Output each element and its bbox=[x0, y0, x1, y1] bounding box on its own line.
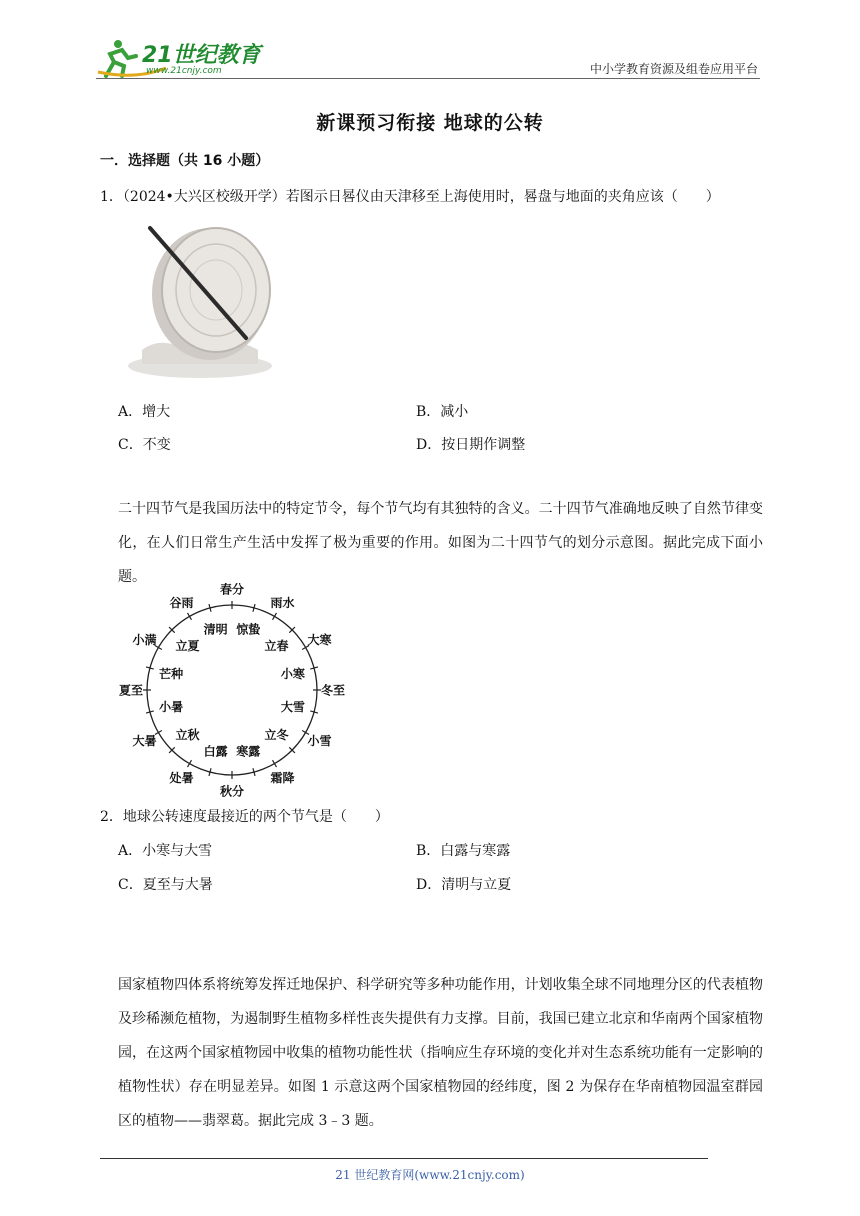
inner-term-label: 小寒 bbox=[280, 667, 305, 682]
header-platform-text: 中小学教育资源及组卷应用平台 bbox=[589, 62, 758, 76]
outer-term-label: 霜降 bbox=[270, 770, 295, 785]
passage-botanical-gardens-text: 国家植物四体系将统筹发挥迁地保护、科学研究等多种功能作用，计划收集全球不同地理分区的代表植物及珍稀濒危植物，为遏制野生植物多样性丧失提供有力支撑。目前，我国已建立北京和华南两个国家植物园，在这两个国家植物园中收集的植物功能性状（指响应生存环境的变化并对生态系统功能有一定影响的植物性状）存在明显差异。如图 1 示意这两个国家植物园的经纬度，图 2 为保存在华南植物园温室群园区的植物——翡翠葛。据此完成 3﹣3 题。 bbox=[118, 977, 763, 1129]
inner-term-label: 白露 bbox=[203, 744, 228, 759]
term-tick bbox=[273, 613, 277, 620]
passage-botanical-gardens bbox=[118, 968, 763, 1138]
term-tick bbox=[273, 760, 277, 767]
q1-option-b: B．减小 bbox=[416, 404, 469, 420]
term-tick bbox=[188, 613, 192, 620]
passage-solar-terms bbox=[118, 492, 763, 594]
question-2-stem: 2．地球公转速度最接近的两个节气是（ ） bbox=[100, 809, 389, 825]
page-title: 新课预习衔接 地球的公转 bbox=[316, 112, 544, 134]
inner-term-label: 寒露 bbox=[236, 744, 261, 759]
inner-term-label: 大雪 bbox=[280, 699, 305, 714]
q1-option-a: A．增大 bbox=[118, 404, 171, 420]
question-1-stem: 1．（2024•大兴区校级开学）若图示日晷仪由天津移至上海使用时，晷盘与地面的夹角应该（ ） bbox=[100, 189, 720, 205]
solar-terms-wheel bbox=[112, 582, 352, 799]
outer-term-label: 春分 bbox=[219, 582, 245, 597]
outer-term-label: 谷雨 bbox=[169, 596, 194, 611]
term-tick bbox=[188, 760, 192, 767]
q2-option-c: C．夏至与大暑 bbox=[118, 877, 213, 893]
solar-terms-diagram bbox=[112, 582, 352, 799]
outer-term-label: 小雪 bbox=[307, 734, 332, 748]
logo-main-text: 21世纪教育 bbox=[142, 43, 261, 68]
header-divider bbox=[96, 78, 760, 79]
q1-option-d: D．按日期作调整 bbox=[416, 437, 526, 453]
logo-sub-text: www.21cnjy.com bbox=[146, 66, 222, 76]
inner-term-label: 立春 bbox=[264, 638, 289, 653]
outer-term-label: 大寒 bbox=[307, 633, 332, 647]
inner-term-label: 清明 bbox=[203, 622, 228, 637]
q2-option-a: A．小寒与大雪 bbox=[118, 843, 213, 859]
sundial-illustration bbox=[118, 214, 278, 382]
outer-term-label: 小满 bbox=[132, 633, 157, 647]
q2-option-d: D．清明与立夏 bbox=[416, 877, 512, 893]
sundial-image bbox=[118, 214, 278, 382]
footer-text: 21 世纪教育网(www.21cnjy.com) bbox=[335, 1168, 525, 1182]
inner-term-label: 立夏 bbox=[175, 638, 200, 653]
q2-option-b: B．白露与寒露 bbox=[416, 843, 511, 859]
footer-divider bbox=[100, 1158, 708, 1159]
inner-term-label: 惊蛰 bbox=[236, 622, 261, 637]
outer-term-label: 冬至 bbox=[320, 683, 346, 698]
section-heading: 一．选择题（共 16 小题） bbox=[100, 153, 270, 169]
inner-term-label: 芒种 bbox=[159, 667, 184, 682]
outer-term-label: 雨水 bbox=[270, 596, 295, 611]
q1-option-c: C．不变 bbox=[118, 437, 171, 453]
inner-term-label: 立秋 bbox=[175, 728, 200, 743]
site-logo bbox=[96, 36, 266, 80]
outer-term-label: 秋分 bbox=[219, 784, 245, 799]
inner-term-label: 立冬 bbox=[264, 728, 289, 743]
passage-solar-terms-text: 二十四节气是我国历法中的特定节令，每个节气均有其独特的含义。二十四节气准确地反映了自然节律变化，在人们日常生产生活中发挥了极为重要的作用。如图为二十四节气的划分示意图。据此完成下面小题。 bbox=[118, 501, 763, 585]
outer-term-label: 大暑 bbox=[132, 734, 157, 748]
inner-term-label: 小暑 bbox=[159, 699, 184, 714]
outer-term-label: 处暑 bbox=[169, 770, 194, 785]
outer-term-label: 夏至 bbox=[118, 683, 144, 698]
